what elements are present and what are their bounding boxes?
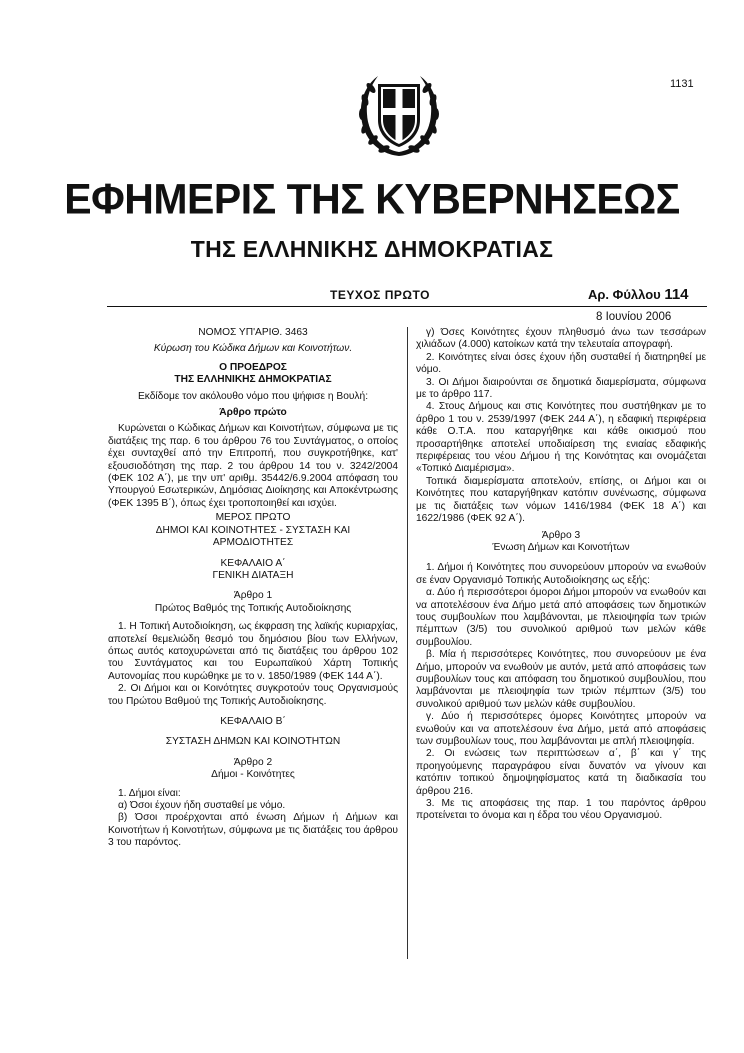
coat-of-arms-emblem	[356, 70, 442, 160]
article-1-title: Πρώτος Βαθμός της Τοπικής Αυτοδιοίκησης	[154, 602, 352, 614]
article-2-item-a: α) Όσοι έχουν ήδη συσταθεί με νόμο.	[118, 800, 286, 811]
article-1-label: Άρθρο 1	[233, 590, 273, 602]
president-heading-2: ΤΗΣ ΕΛΛΗΝΙΚΗΣ ΔΗΜΟΚΡΑΤΙΑΣ	[174, 374, 332, 386]
ratification-paragraph: Κυρώνεται ο Κώδικας Δήμων και Κοινοτήτων, σύμφωνα με τις διατάξεις της παρ. 6 του άρθρου 76 του Συντάγματος, ο οποίος έχει συνταχθεί από την Επιτροπή, που συγκροτήθηκε, κατ' εξουσιοδότηση της παρ. 2 του άρθρου 14 του ν. 3242/2004 (ΦΕΚ 102 Α΄), με την υπ' αριθμ. 35442/6.9.2004 απόφαση του Υπουργού Εσωτερικών, Δημόσιας Διοίκησης και Αποκέντρωσης (ΦΕΚ 1395 Β΄), όπως έχει τροποποιηθεί και ισχύει.	[108, 423, 398, 509]
article-first-heading: Άρθρο πρώτο	[219, 407, 287, 419]
article-3-label: Άρθρο 3	[541, 529, 581, 541]
issue-date: 8 Ιουνίου 2006	[596, 311, 672, 323]
column-divider	[407, 327, 408, 959]
law-title: Κύρωση του Κώδικα Δήμων και Κοινοτήτων.	[153, 343, 353, 355]
article-3-item-a: α. Δύο ή περισσότεροι όμοροι Δήμοι μπορούν να ενωθούν και να αποτελέσουν ένα Δήμο μετά από αποφάσεις των δημοτικών τους συμβουλίων που λαμβάνονται, με πλειοψηφία των τριών πέμπτων (3/5) του συνολικού αριθμού των μελών κάθε συμβουλίου.	[416, 587, 706, 648]
article-3-paragraph-1: 1. Δήμοι ή Κοινότητες που συνορεύουν μπορούν να ενωθούν σε έναν Οργανισμό Τοπικής Αυτοδιοίκησης ως εξής:	[416, 562, 706, 586]
law-number: ΝΟΜΟΣ ΥΠ'ΑΡΙΘ. 3463	[198, 327, 308, 338]
article-2-item-c: γ) Όσες Κοινότητες έχουν πληθυσμό άνω των τεσσάρων χιλιάδων (4.000) κατοίκων κατά την τελευταία απογραφή.	[416, 327, 706, 351]
gazette-subtitle: ΤΗΣ ΕΛΛΗΝΙΚΗΣ ΔΗΜΟΚΡΑΤΙΑΣ	[190, 236, 554, 262]
local-divisions-paragraph: Τοπικά διαμερίσματα αποτελούν, επίσης, οι Δήμοι και οι Κοινότητες που καταργήθηκαν κατόπιν συνένωσης, σύμφωνα με τις διατάξεις των νόμων 1416/1984 (ΦΕΚ 18 Α΄) και 1622/1986 (ΦΕΚ 92 Α΄).	[416, 475, 706, 525]
header-rule	[107, 306, 707, 307]
chapter-b-label: ΚΕΦΑΛΑΙΟ Β΄	[220, 715, 286, 727]
left-column	[108, 327, 398, 850]
article-3-paragraph-3: 3. Με τις αποφάσεις της παρ. 1 του παρόντος άρθρου προτείνεται το όνομα και η έδρα του νέου Οργανισμού.	[416, 798, 706, 822]
part-title: ΔΗΜΟΙ ΚΑΙ ΚΟΙΝΟΤΗΤΕΣ - ΣΥΣΤΑΣΗ ΚΑΙ ΑΡΜΟΔΙΟΤΗΤΕΣ	[155, 524, 351, 549]
right-column	[416, 327, 706, 823]
article-2-paragraph-4: 4. Στους Δήμους και στις Κοινότητες που συστήθηκαν με το άρθρο 1 του ν. 2539/1997 (ΦΕΚ 244 Α΄), η εδαφική περιφέρεια κάθε Ο.Τ.Α. που καταργήθηκε και κάθε οικισμού που προσαρτήθηκε αποτελεί υποδιαίρεση της ενιαίας εδαφικής περιφέρειας του νέου Δήμου ή της Κοινότητας και ονομάζεται «Τοπικό Διαμέρισμα».	[416, 401, 706, 475]
article-2-item-b: β) Όσοι προέρχονται από ένωση Δήμων ή Δήμων και Κοινοτήτων ή Κοινοτήτων, σύμφωνα με τις διατάξεις του άρθρου 3 του παρόντος.	[108, 812, 398, 849]
chapter-a-title: ΓΕΝΙΚΗ ΔΙΑΤΑΞΗ	[212, 569, 294, 581]
article-2-paragraph-1: 1. Δήμοι είναι:	[118, 787, 181, 799]
page-number: 1131	[670, 78, 694, 90]
article-3-title: Ένωση Δήμων και Κοινοτήτων	[492, 541, 630, 553]
part-label: ΜΕΡΟΣ ΠΡΩΤΟ	[215, 512, 291, 524]
article-3-paragraph-2: 2. Οι ενώσεις των περιπτώσεων α΄, β΄ και γ΄ της προηγούμενης παραγράφου είναι δυνατόν να γίνουν και κατόπιν τοπικού δημοψηφίσματος κατά τη διαδικασία του άρθρου 216.	[416, 748, 706, 797]
president-heading: Ο ΠΡΟΕΔΡΟΣ	[219, 361, 287, 373]
article-2-paragraph-3: 3. Οι Δήμοι διαιρούνται σε δημοτικά διαμερίσματα, σύμφωνα με το άρθρο 117.	[416, 376, 706, 401]
sheet-number-label	[588, 286, 689, 303]
enactment-text: Εκδίδομε τον ακόλουθο νόμο που ψήφισε η Βουλή:	[137, 390, 369, 402]
article-1-paragraph-1: 1. Η Τοπική Αυτοδιοίκηση, ως έκφραση της λαϊκής κυριαρχίας, αποτελεί θεμελιώδη θεσμό του δημόσιου βίου των Ελλήνων, όπως αυτός κατοχυρώνεται από τις διατάξεις του άρθρου 102 του Συντάγματος και του Ευρωπαϊκού Χάρτη Τοπικής Αυτονομίας που κυρώθηκε με το ν. 1850/1989 (ΦΕΚ 144 Α΄).	[108, 621, 398, 682]
article-1-paragraph-2: 2. Οι Δήμοι και οι Κοινότητες συγκροτούν τους Οργανισμούς του Πρώτου Βαθμού της Τοπικής Αυτοδιοίκησης.	[108, 683, 398, 707]
article-3-item-b: β. Μία ή περισσότερες Κοινότητες, που συνορεύουν με ένα Δήμο, μπορούν να ενωθούν με αυτόν, μετά από αποφάσεις των συμβουλίων τους και απόφαση του δημοτικού συμβουλίου, που λαμβάνονται με πλειοψηφία των τριών πέμπτων (3/5) του συνολικού αριθμού των μελών κάθε συμβουλίου.	[416, 649, 706, 710]
chapter-a-label: ΚΕΦΑΛΑΙΟ Α΄	[220, 557, 286, 569]
article-2-label: Άρθρο 2	[233, 756, 273, 768]
issue-type: ΤΕΥΧΟΣ ΠΡΩΤΟ	[330, 288, 430, 302]
chapter-b-title: ΣΥΣΤΑΣΗ ΔΗΜΩΝ ΚΑΙ ΚΟΙΝΟΤΗΤΩΝ	[165, 736, 341, 748]
sheet-number: 114	[664, 286, 689, 303]
sheet-label-text: Αρ. Φύλλου	[588, 287, 661, 302]
article-3-item-c: γ. Δύο ή περισσότερες όμορες Κοινότητες μπορούν να ενωθούν και να αποτελέσουν ένα Δήμο, μετά από αποφάσεις των συμβουλίων τους, που λαμβάνονται με απλή πλειοψηφία.	[416, 711, 706, 747]
gazette-title: ΕΦΗΜΕΡΙΣ ΤΗΣ ΚΥΒΕΡΝΗΣΕΩΣ	[64, 174, 680, 224]
article-2-paragraph-2: 2. Κοινότητες είναι όσες έχουν ήδη συσταθεί ή διατηρηθεί με νόμο.	[416, 351, 706, 376]
article-2-title: Δήμοι - Κοινότητες	[211, 769, 295, 781]
